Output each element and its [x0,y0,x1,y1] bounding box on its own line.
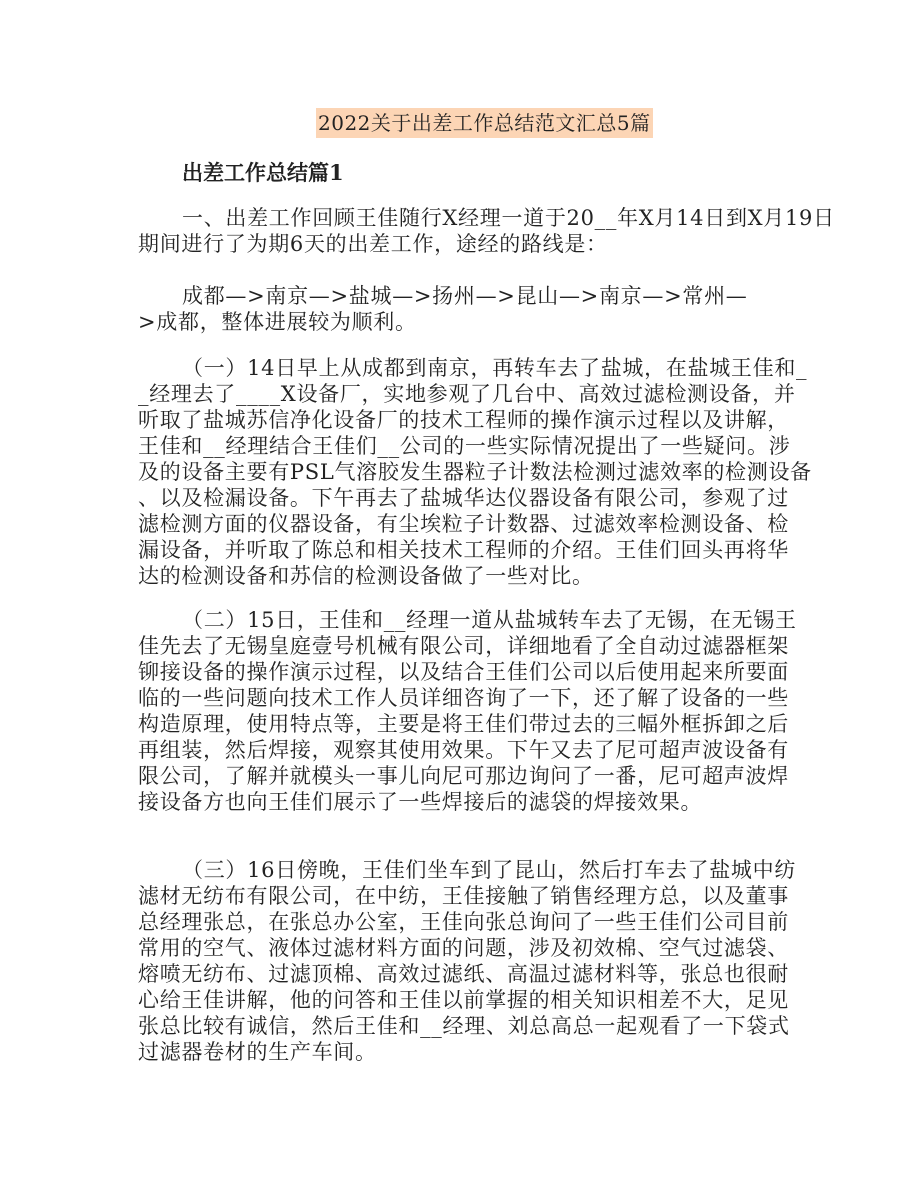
text-line: 再组装，然后焊接，观察其使用效果。下午又去了尼可超声波设备有 [138,738,789,762]
paragraph-route [138,283,818,335]
text-line: 漏设备，并听取了陈总和相关技术工程师的介绍。王佳们回头再将华 [138,538,789,562]
text-line: 及的设备主要有PSL气溶胶发生器粒子计数法检测过滤效率的检测设备 [138,460,812,484]
text-line: 总经理张总，在张总办公室，王佳向张总询问了一些王佳们公司目前 [138,910,789,934]
paragraph-day-15 [138,607,818,815]
paragraph-overview [138,205,835,257]
paragraph-day-16 [138,857,818,1065]
text-line: 构造原理，使用特点等，主要是将王佳们带过去的三幅外框拆卸之后 [138,712,789,736]
text-line: 期间进行了为期6天的出差工作，途经的路线是： [138,232,608,256]
text-line: （三）16日傍晚，王佳们坐车到了昆山，然后打车去了盐城中纺 [182,858,797,882]
text-line: 张总比较有诚信，然后王佳和__经理、刘总高总一起观看了一下袋式 [138,1014,790,1038]
text-line: 熔喷无纺布、过滤顶棉、高效过滤纸、高温过滤材料等，张总也很耐 [138,962,789,986]
text-line: >成都，整体进展较为顺利。 [138,310,417,334]
text-line: _经理去了____X设备厂，实地参观了几台中、高效过滤检测设备，并 [138,382,796,406]
text-line: 佳先去了无锡皇庭壹号机械有限公司，详细地看了全自动过滤器框架 [138,634,789,658]
text-line: 铆接设备的操作演示过程，以及结合王佳们公司以后使用起来所要面 [138,660,789,684]
text-line: 滤材无纺布有限公司，在中纺，王佳接触了销售经理方总，以及董事 [138,884,789,908]
text-line: 一、出差工作回顾王佳随行X经理一道于20__年X月14日到X月19日 [182,206,835,230]
text-line: 王佳和__经理结合王佳们__公司的一些实际情况提出了一些疑问。涉 [138,434,791,458]
text-line: 成都—>南京—>盐城—>扬州—>昆山—>南京—>常州— [182,284,748,308]
text-line: 、以及检漏设备。下午再去了盐城华达仪器设备有限公司，参观了过 [138,486,789,510]
text-line: 听取了盐城苏信净化设备厂的技术工程师的操作演示过程以及讲解， [138,408,789,432]
paragraph-day-14 [138,355,818,589]
text-line: 心给王佳讲解，他的问答和王佳以前掌握的相关知识相差不大，足见 [138,988,789,1012]
text-line: 常用的空气、液体过滤材料方面的问题，涉及初效棉、空气过滤袋、 [138,936,789,960]
text-line: 滤检测方面的仪器设备，有尘埃粒子计数器、过滤效率检测设备、检 [138,512,789,536]
text-line: 限公司，了解并就模头一事儿向尼可那边询问了一番，尼可超声波焊 [138,764,789,788]
document-title: 2022关于出差工作总结范文汇总5篇 [316,108,653,138]
text-line: （一）14日早上从成都到南京，再转车去了盐城，在盐城王佳和_ [182,356,808,380]
text-line: 达的检测设备和苏信的检测设备做了一些对比。 [138,564,594,588]
text-line: 临的一些问题向技术工作人员详细咨询了一下，还了解了设备的一些 [138,686,789,710]
text-line: 过滤器卷材的生产车间。 [138,1040,377,1064]
text-line: （二）15日，王佳和__经理一道从盐城转车去了无锡，在无锡王 [182,608,797,632]
section-heading: 出差工作总结篇1 [182,160,344,185]
text-line: 接设备方也向王佳们展示了一些焊接后的滤袋的焊接效果。 [138,790,703,814]
